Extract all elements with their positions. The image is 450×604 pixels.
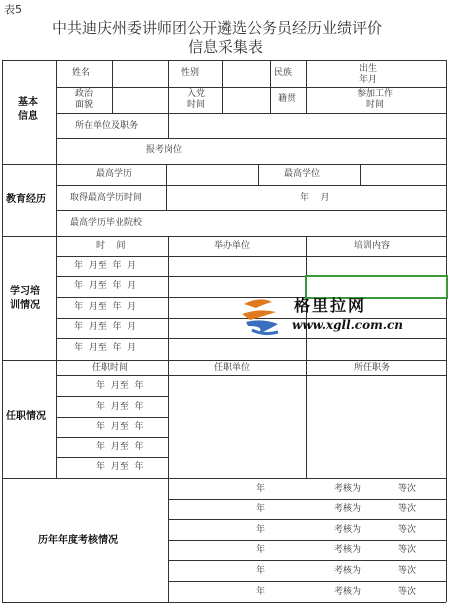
label-year-month: 年 月: [300, 193, 330, 203]
assess-times: 等次: [398, 525, 417, 535]
col-emp-time: 任职时间: [92, 363, 129, 373]
label-unit-position: 所在单位及职务: [75, 121, 139, 131]
watermark-url: www.xgll.com.cn: [292, 318, 404, 332]
assess-grade: 考核为: [334, 484, 362, 494]
assess-grade: 考核为: [334, 545, 362, 555]
training-row: 年 月至 年 月: [74, 343, 137, 353]
assess-grade: 考核为: [334, 504, 362, 514]
training-row: 年 月至 年 月: [74, 322, 137, 332]
doc-title-line2: 信息采集表: [188, 38, 264, 56]
assess-year: 年: [256, 525, 266, 535]
col-training-org: 举办单位: [214, 241, 251, 251]
assess-grade: 考核为: [334, 587, 362, 597]
col-emp-unit: 任职单位: [214, 363, 251, 373]
emp-row: 年 月至 年: [96, 381, 144, 391]
label-ethnicity: 民族: [274, 68, 293, 78]
section-training: 学习培训情况: [10, 286, 40, 311]
assess-year: 年: [256, 545, 266, 555]
assess-grade: 考核为: [334, 566, 362, 576]
section-basic-info: 基本信息: [18, 97, 38, 122]
label-highest-edu: 最高学历: [96, 169, 133, 179]
col-training-time: 时 间: [96, 241, 126, 251]
col-emp-position: 所任职务: [354, 363, 391, 373]
assess-year: 年: [256, 484, 266, 494]
label-gender: 性别: [181, 68, 200, 78]
emp-row: 年 月至 年: [96, 422, 144, 432]
doc-title-line1: 中共迪庆州委讲师团公开遴选公务员经历业绩评价: [52, 19, 383, 37]
assess-grade: 考核为: [334, 525, 362, 535]
training-row: 年 月至 年 月: [74, 261, 137, 271]
table-number: 表5: [4, 3, 22, 16]
label-name: 姓名: [72, 68, 91, 78]
training-row: 年 月至 年 月: [74, 281, 137, 291]
section-employment: 任职情况: [6, 411, 46, 422]
training-row: 年 月至 年 月: [74, 302, 137, 312]
label-work-start: 参加工作时间: [356, 89, 393, 110]
label-party-join: 入党时间: [186, 89, 205, 110]
assess-times: 等次: [398, 545, 417, 555]
label-school: 最高学历毕业院校: [70, 218, 143, 228]
assess-times: 等次: [398, 587, 417, 597]
emp-row: 年 月至 年: [96, 462, 144, 472]
label-political: 政治面貌: [74, 89, 93, 110]
assess-year: 年: [256, 566, 266, 576]
assess-times: 等次: [398, 504, 417, 514]
label-highest-degree: 最高学位: [284, 169, 321, 179]
emp-row: 年 月至 年: [96, 402, 144, 412]
label-birth: 出生年月: [358, 64, 377, 85]
assess-year: 年: [256, 587, 266, 597]
emp-row: 年 月至 年: [96, 442, 144, 452]
label-obtain-time: 取得最高学历时间: [70, 193, 143, 203]
assess-times: 等次: [398, 566, 417, 576]
col-training-content: 培训内容: [354, 241, 391, 251]
section-education: 教育经历: [6, 194, 46, 205]
watermark-title: 格里拉网: [294, 296, 367, 315]
watermark-logo-icon: [238, 296, 284, 338]
assess-times: 等次: [398, 484, 417, 494]
label-native-place: 籍贯: [278, 94, 297, 104]
label-post: 报考岗位: [146, 145, 183, 155]
section-assessment: 历年年度考核情况: [38, 535, 118, 546]
assess-year: 年: [256, 504, 266, 514]
